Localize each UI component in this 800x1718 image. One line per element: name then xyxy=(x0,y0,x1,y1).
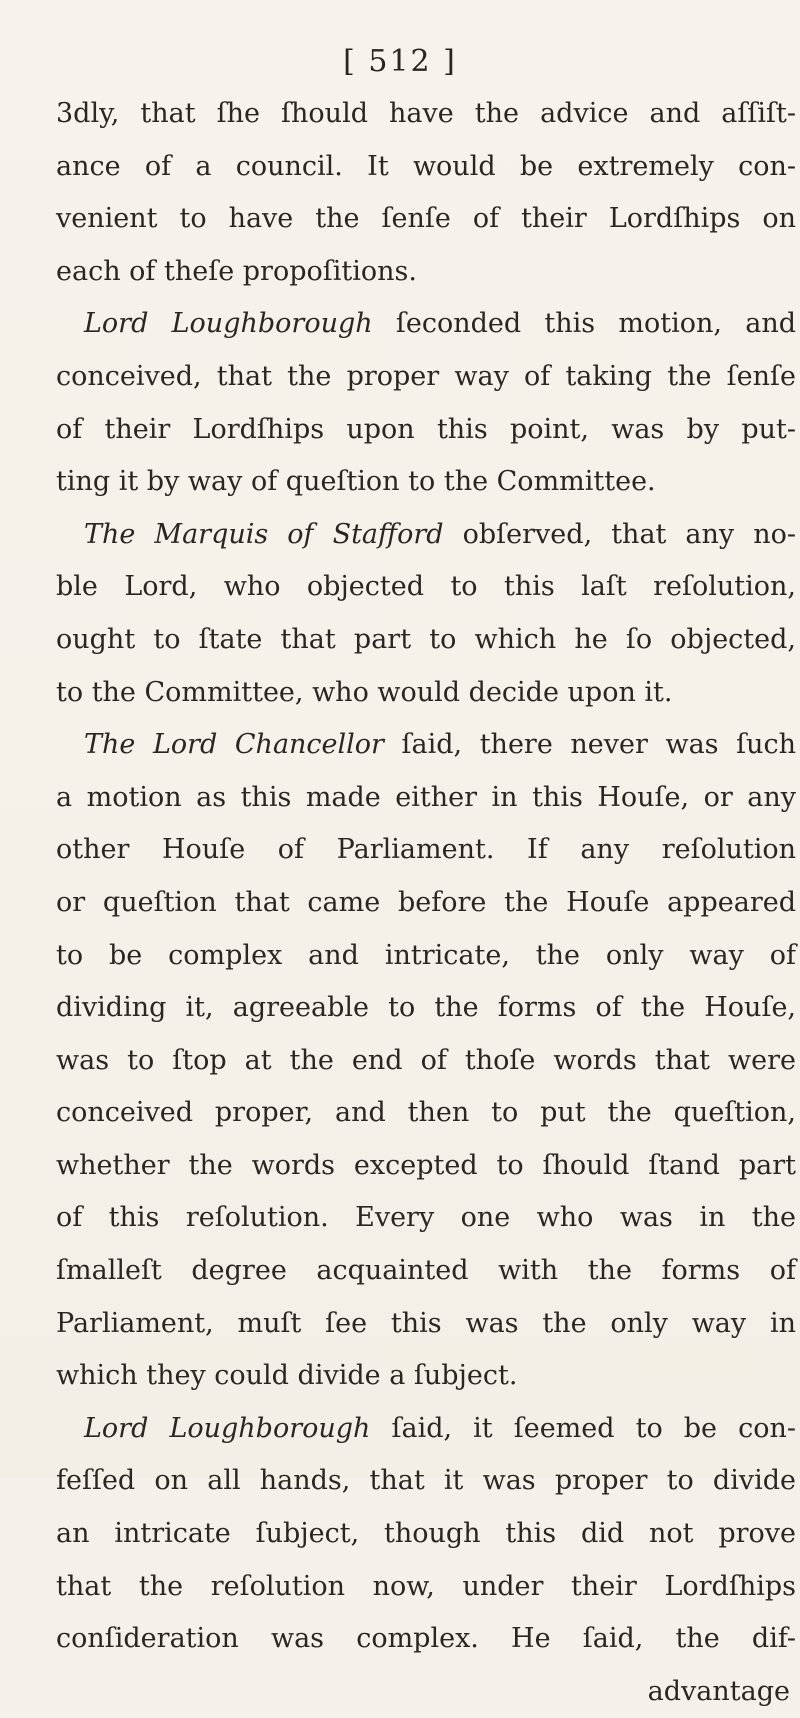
text-line xyxy=(56,351,796,404)
line-text: other Houſe of Parliament. If any reſolution xyxy=(56,834,796,866)
catchword: advantage xyxy=(647,1675,790,1707)
speaker-name: The Lord Chancellor xyxy=(84,729,384,761)
line-text: ble Lord, who objected to this laſt reſolution, xyxy=(56,571,796,603)
line-text: conceived, that the proper way of taking the ſenſe xyxy=(56,360,796,392)
text-line xyxy=(56,1035,796,1088)
text-line xyxy=(56,1613,796,1666)
text-line xyxy=(56,1192,796,1245)
line-text: of their Lordſhips upon this point, was by put- xyxy=(56,413,796,445)
line-text: Parliament, muſt ſee this was the only way in xyxy=(56,1307,796,1339)
line-text: conceived proper, and then to put the queſtion, xyxy=(56,1097,796,1129)
line-text: obſerved, that any no- xyxy=(443,518,796,550)
line-text: ſeconded this motion, and xyxy=(372,308,797,340)
text-line xyxy=(56,614,796,667)
text-line xyxy=(56,824,796,877)
line-text: ſmalleſt degree acquainted with the forms of xyxy=(56,1255,796,1287)
line-text: to be complex and intricate, the only way of xyxy=(56,939,796,971)
text-line xyxy=(56,1508,796,1561)
text-line xyxy=(56,930,796,983)
text-line xyxy=(56,719,796,772)
text-line xyxy=(56,509,796,562)
text-line xyxy=(56,193,796,246)
text-line xyxy=(56,141,796,194)
line-text: or queſtion that came before the Houſe appeared xyxy=(56,886,796,918)
text-line xyxy=(56,1087,796,1140)
text-line xyxy=(56,456,796,509)
line-text: ſaid, it ſeemed to be con- xyxy=(370,1412,796,1444)
text-line xyxy=(56,772,796,825)
line-text: conſideration was complex. He ſaid, the dif- xyxy=(56,1623,796,1655)
speaker-name: Lord Loughborough xyxy=(84,1412,371,1444)
text-line xyxy=(56,1455,796,1508)
speaker-name: Lord Loughborough xyxy=(84,308,373,340)
text-line xyxy=(56,1245,796,1298)
text-line xyxy=(56,667,796,720)
line-text: whether the words excepted to ſhould ſtand part xyxy=(56,1149,796,1181)
line-text: ſaid, there never was ſuch xyxy=(383,729,796,761)
text-line xyxy=(56,1140,796,1193)
line-text: 3dly, that ſhe ſhould have the advice and aſſiſt- xyxy=(56,98,796,129)
line-text: dividing it, agreeable to the forms of the Houſe, xyxy=(56,992,796,1024)
text-line xyxy=(56,1561,796,1614)
line-text: venient to have the ſenſe of their Lordſhips on xyxy=(56,203,796,235)
text-line xyxy=(56,1350,796,1403)
line-text: which they could divide a ſubject. xyxy=(56,1360,518,1392)
text-line xyxy=(56,561,796,614)
line-text: of this reſolution. Every one who was in the xyxy=(56,1202,796,1234)
line-text: each of theſe propoſitions. xyxy=(56,255,417,287)
speaker-name: The Marquis of Stafford xyxy=(84,518,444,550)
line-text: to the Committee, who would decide upon it. xyxy=(56,676,673,708)
line-text: feſſed on all hands, that it was proper to divide xyxy=(56,1465,796,1497)
body-text xyxy=(56,88,796,1718)
line-text: ance of a council. It would be extremely con- xyxy=(56,150,796,182)
line-text: ting it by way of queſtion to the Committee. xyxy=(56,466,656,498)
line-text: that the reſolution now, under their Lordſhips xyxy=(56,1570,796,1602)
line-text: ought to ſtate that part to which he ſo objected, xyxy=(56,623,796,655)
line-text: was to ſtop at the end of thoſe words that were xyxy=(56,1044,796,1076)
text-line xyxy=(56,877,796,930)
text-line xyxy=(56,298,796,351)
text-line xyxy=(56,88,796,141)
line-text: a motion as this made either in this Houſe, or any xyxy=(56,781,796,813)
line-text: an intricate ſubject, though this did not prove xyxy=(56,1518,796,1550)
text-line xyxy=(56,982,796,1035)
text-line xyxy=(56,404,796,457)
text-line xyxy=(56,1298,796,1351)
page-number: [ 512 ] xyxy=(343,44,457,79)
text-line xyxy=(56,1403,796,1456)
text-line xyxy=(56,246,796,299)
